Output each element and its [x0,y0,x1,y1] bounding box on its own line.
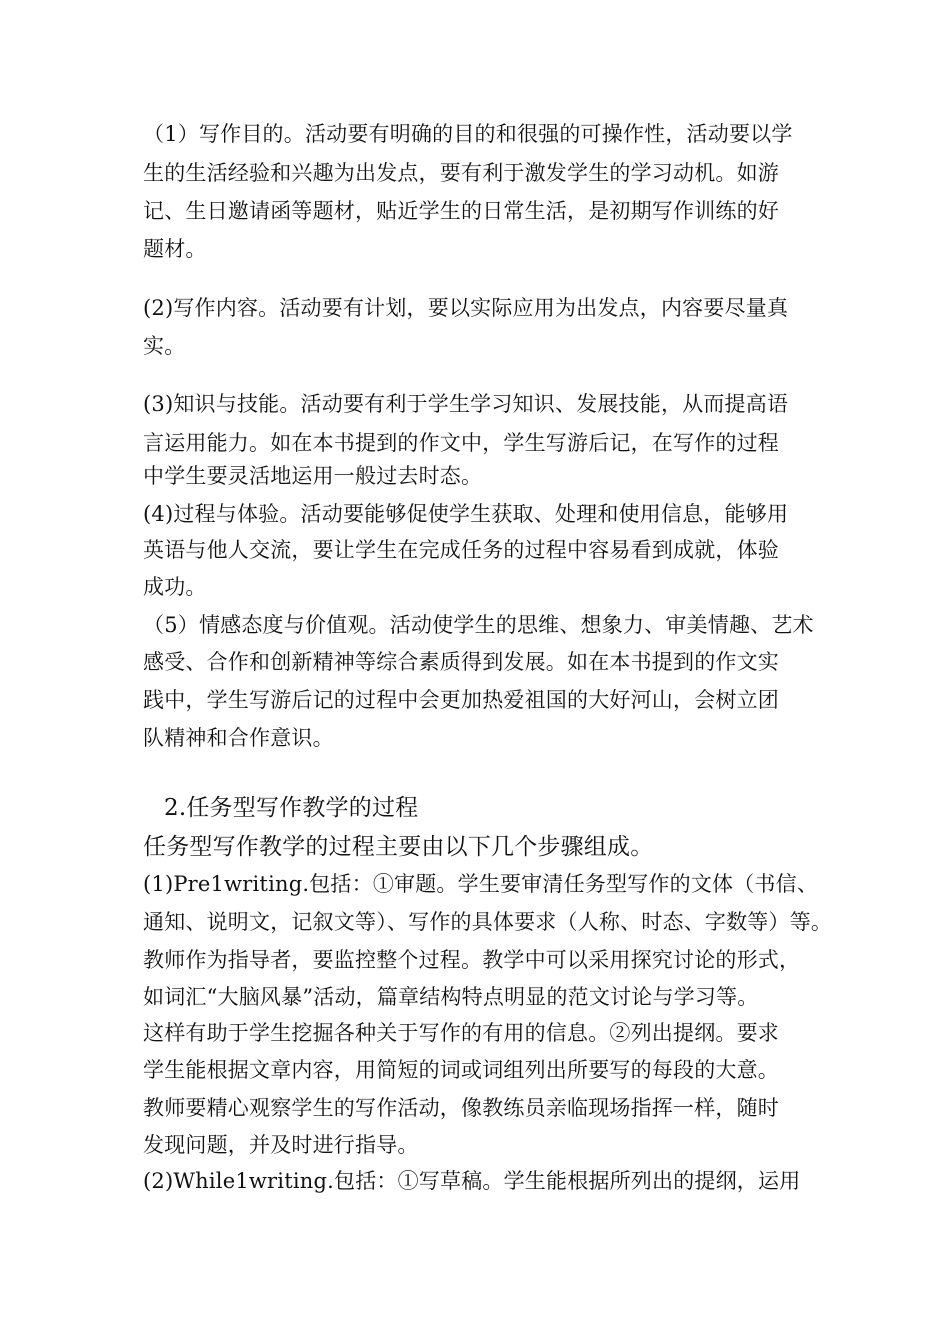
section-lead: 任务型写作教学的过程主要由以下几个步骤组成。 [143,834,654,860]
text-line: 题材。 [143,237,207,261]
text-line: 成功。 [143,575,207,599]
text-line: 言运用能力。如在本书提到的作文中，学生写游后记，在写作的过程 [143,431,779,455]
text-line: (1)Pre1writing.包括：①审题。学生要审清任务型写作的文体（书信、 [143,872,819,896]
text-line: （5）情感态度与价值观。活动使学生的思维、想象力、审美情趣、艺术 [143,613,814,637]
text-line: 发现问题，并及时进行指导。 [143,1133,419,1157]
text-line: (4)过程与体验。活动要能够促使学生获取、处理和使用信息，能够用 [143,502,789,526]
text-line: 这样有助于学生挖掘各种关于写作的有用的信息。②列出提纲。要求 [143,1021,779,1045]
text-line: （1）写作目的。活动要有明确的目的和很强的可操作性，活动要以学 [143,122,793,146]
text-line: 生的生活经验和兴趣为出发点，要有利于激发学生的学习动机。如游 [143,161,779,185]
text-line: 队精神和合作意识。 [143,726,334,750]
text-line: 感受、合作和创新精神等综合素质得到发展。如在本书提到的作文实 [143,650,779,674]
text-line: 通知、说明文，记叙文等）、写作的具体要求（人称、时态、字数等）等。 [143,910,833,934]
text-line: (3)知识与技能。活动要有利于学生学习知识、发展技能，从而提高语 [143,392,789,416]
text-line: 教师要精心观察学生的写作活动，像教练员亲临现场指挥一样，随时 [143,1096,779,1120]
text-line: 践中，学生写游后记的过程中会更加热爱祖国的大好河山，会树立团 [143,688,779,712]
text-line: 实。 [143,334,186,358]
text-line: 英语与他人交流，要让学生在完成任务的过程中容易看到成就，体验 [143,538,779,562]
text-line: 教师作为指导者，要监控整个过程。教学中可以采用探究讨论的形式， [143,948,801,972]
section-heading: 2.任务型写作教学的过程 [164,795,419,821]
text-line: 如词汇“大脑风暴”活动，篇章结构特点明显的范文讨论与学习等。 [143,985,759,1009]
text-line: (2)写作内容。活动要有计划，要以实际应用为出发点，内容要尽量真 [143,296,789,320]
text-line: 中学生要灵活地运用一般过去时态。 [143,464,483,488]
text-line: 记、生日邀请函等题材，贴近学生的日常生活，是初期写作训练的好 [143,199,779,223]
text-line: 学生能根据文章内容，用简短的词或词组列出所要写的每段的大意。 [143,1058,779,1082]
text-line: (2)While1writing.包括：①写草稿。学生能根据所列出的提纲，运用 [143,1169,801,1193]
